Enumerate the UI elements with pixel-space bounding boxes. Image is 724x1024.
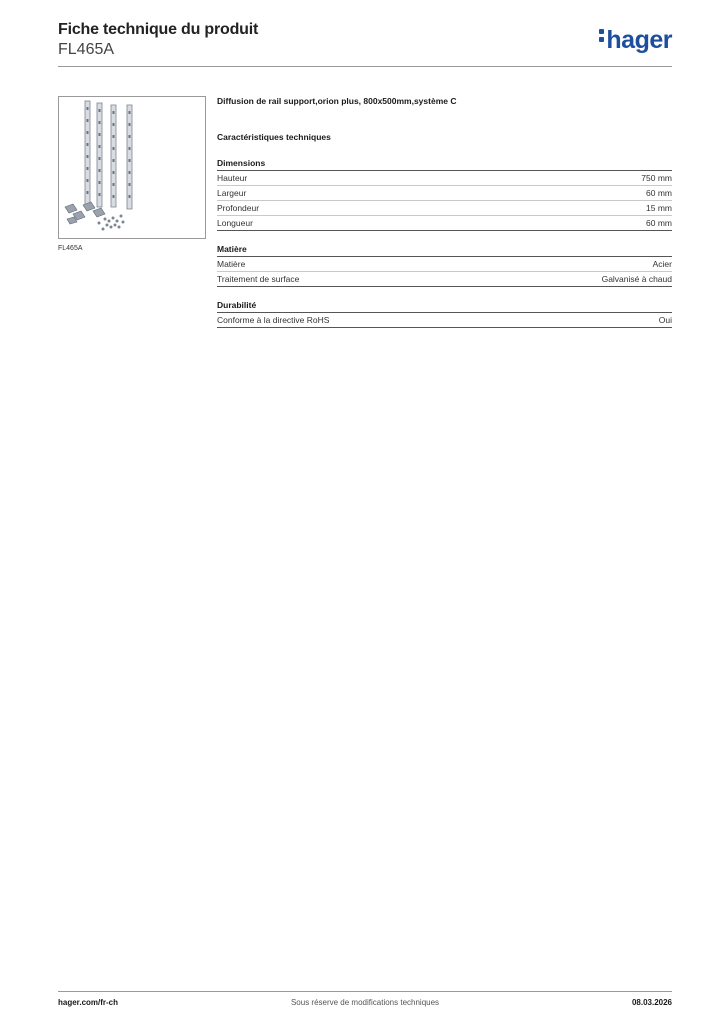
header-divider	[58, 66, 672, 67]
product-image	[58, 96, 206, 239]
spec-group-material	[217, 243, 672, 287]
spec-value: 15 mm	[646, 203, 672, 213]
spec-row	[217, 216, 672, 231]
spec-value: 60 mm	[646, 218, 672, 228]
spec-row	[217, 313, 672, 328]
logo-text: hager	[606, 26, 672, 54]
spec-label: Largeur	[217, 188, 247, 198]
spec-value: Acier	[652, 259, 672, 269]
page-footer	[58, 998, 672, 1010]
page-header	[58, 20, 672, 60]
spec-row	[217, 257, 672, 272]
spec-label: Longueur	[217, 218, 253, 228]
spec-row	[217, 272, 672, 287]
product-reference: FL465A	[58, 41, 115, 58]
spec-group-title: Durabilité	[217, 299, 672, 313]
spec-group-durability	[217, 299, 672, 328]
spec-row	[217, 201, 672, 216]
spec-value: 750 mm	[641, 173, 672, 183]
spec-group-title: Matière	[217, 243, 672, 257]
footer-divider	[58, 991, 672, 992]
footer-website-link[interactable]: hager.com/fr-ch	[58, 998, 119, 1007]
spec-label: Hauteur	[217, 173, 248, 183]
logo-mark-icon	[599, 26, 604, 45]
spec-label: Profondeur	[217, 203, 260, 213]
spec-value: 60 mm	[646, 188, 672, 198]
product-description: Diffusion de rail support,orion plus, 800x500mm,système C	[217, 96, 457, 106]
footer-notice: Sous réserve de modifications techniques	[290, 998, 440, 1007]
rail-kit-illustration	[59, 97, 205, 238]
hager-logo	[599, 26, 672, 54]
specs-heading: Caractéristiques techniques	[217, 132, 331, 142]
document-title: Fiche technique du produit	[58, 21, 259, 38]
spec-label: Matière	[217, 259, 246, 269]
spec-label: Conforme à la directive RoHS	[217, 315, 330, 325]
spec-value: Galvanisé à chaud	[601, 274, 672, 284]
spec-group-title: Dimensions	[217, 157, 672, 171]
spec-value: Oui	[658, 315, 672, 325]
spec-group-dimensions	[217, 157, 672, 231]
spec-row	[217, 171, 672, 186]
product-details	[217, 96, 672, 340]
footer-date: 08.03.2026	[631, 998, 672, 1007]
spec-row	[217, 186, 672, 201]
spec-label: Traitement de surface	[217, 274, 300, 284]
image-caption: FL465A	[58, 245, 83, 252]
